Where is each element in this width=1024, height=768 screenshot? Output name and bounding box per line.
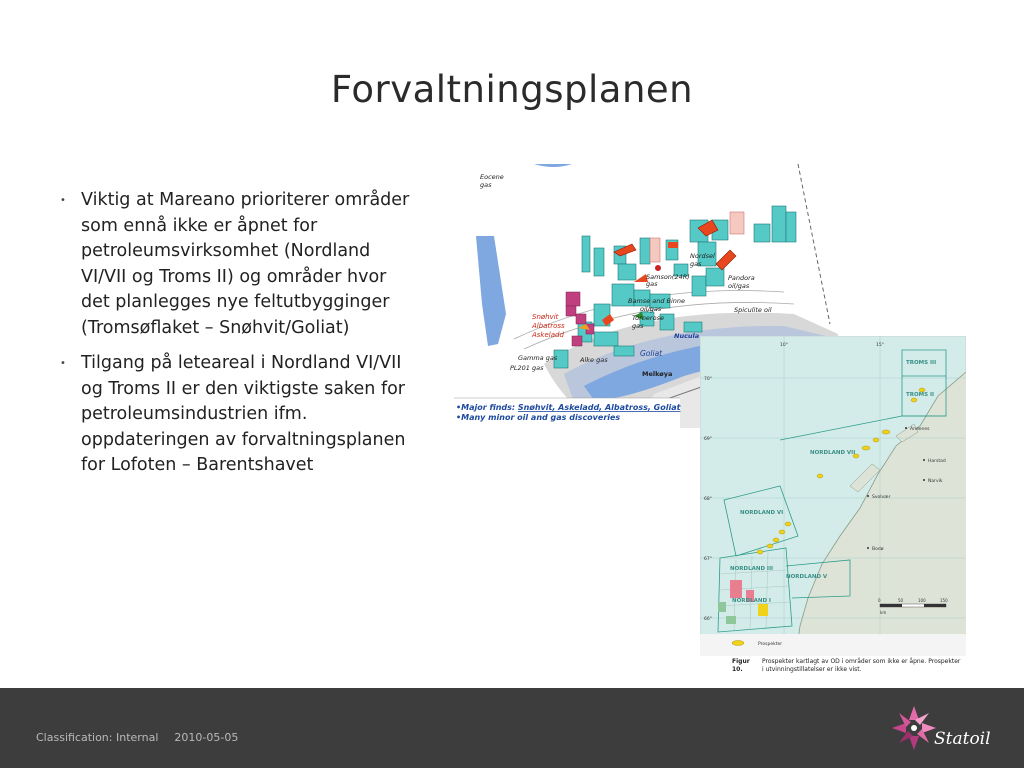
label-melkoya: Melkøya (642, 370, 673, 378)
bullet-item (58, 351, 410, 479)
legend-major-items: Snøhvit, Askeladd, Albatross, Goliat (517, 403, 681, 412)
label-tornerose-2: gas (632, 322, 644, 330)
label-eocene-2: gas (480, 181, 492, 189)
label-goliat: Goliat (640, 349, 663, 358)
label-gamma: Gamma gas (518, 354, 558, 362)
legend-major-prefix: •Major finds: (456, 403, 518, 412)
label-bamse: Bamse and Binne (628, 297, 686, 305)
label-samson-2: gas (646, 280, 658, 288)
figure-number: Figur 10. (732, 658, 750, 673)
footer-meta (36, 731, 238, 744)
label-pandora-2: oil/gas (728, 282, 750, 290)
scale-tick: 50 (898, 598, 904, 603)
label-nordland-6: NORDLAND VI (740, 510, 784, 516)
footer (0, 688, 1024, 768)
bullet-dot: • (60, 358, 66, 369)
label-snohvit: Snøhvit (532, 313, 559, 321)
bullet-text: Viktig at Mareano prioriterer områder som ennå ikke er åpnet for petroleumsvirksomhet (Nordland VI/VII og Troms II) og områder hvor det planlegges nye feltutbygginger (Tromsøflaket – Snøhvit/Goliat) (81, 190, 410, 338)
scale-unit: km (880, 610, 887, 615)
label-nordland-3: NORDLAND III (730, 566, 774, 572)
label-askeladd: Askeladd (532, 331, 564, 339)
town-harstad: Harstad (928, 459, 946, 464)
bullet-list (58, 188, 410, 489)
lon-tick: 10° (780, 343, 788, 348)
label-bamse-2: oil/gas (640, 305, 662, 313)
town-narvik: Narvik (928, 479, 943, 484)
figure-caption-text: Prospekter kartlagt av OD i områder som ikke er åpne. Prospekter i utvinningstillatelser er ikke vist. (762, 658, 961, 673)
date-label: 2010-05-05 (174, 731, 239, 744)
label-nucula: Nucula (674, 332, 700, 340)
legend-prospects: Prospekter (758, 642, 783, 647)
label-nordland-1: NORDLAND I (732, 598, 771, 604)
label-alke: Alke gas (580, 356, 608, 364)
lat-tick: 69° (704, 437, 712, 442)
svg-text:•Major finds: Snøhvit, Askelad (456, 403, 682, 412)
lat-tick: 70° (704, 377, 712, 382)
label-spiculite: Spiculite oil (734, 306, 772, 314)
bullet-text: Tilgang på leteareal i Nordland VI/VII og Troms II er den viktigste saken for petroleumsindustrien ifm. oppdateringen av forvaltningsplanen for Lofoten – Barentshavet (81, 353, 406, 475)
bullet-dot: • (60, 195, 66, 206)
classification-label: Classification: Internal (36, 731, 159, 744)
scale-tick: 0 (878, 598, 881, 603)
legend-minor: •Many minor oil and gas discoveries (456, 413, 621, 422)
scale-tick: 150 (940, 598, 948, 603)
bullet-item (58, 188, 410, 341)
lon-tick: 15° (876, 343, 884, 348)
figure-caption (732, 658, 972, 674)
label-nordsel-2: gas (690, 260, 702, 268)
label-troms-3: TROMS III (906, 360, 937, 366)
slide-title: Forvaltningsplanen (330, 68, 694, 111)
town-bodo: Bodø (872, 547, 884, 552)
label-pandora: Pandora (728, 274, 755, 282)
nordland-troms-map (700, 336, 966, 656)
label-troms-2: TROMS II (906, 392, 935, 398)
label-pl201: PL201 gas (510, 364, 544, 372)
lat-tick: 67° (704, 557, 712, 562)
label-tornerose: Tornerose (632, 314, 664, 322)
label-nordland-5: NORDLAND V (786, 574, 828, 580)
town-andenes: Andenes (910, 427, 930, 432)
scale-tick: 100 (918, 598, 926, 603)
statoil-logo-text: Statoil (934, 729, 991, 749)
label-samson: Samson(24R) (646, 273, 690, 281)
lat-tick: 66° (704, 617, 712, 622)
label-nordsel: Nordsel (690, 252, 715, 260)
label-eocene: Eocene (480, 173, 504, 181)
label-nordland-7: NORDLAND VII (810, 450, 856, 456)
label-albatross: Albatross (532, 322, 565, 330)
town-svolvaer: Svolvær (872, 495, 891, 500)
lat-tick: 68° (704, 497, 712, 502)
